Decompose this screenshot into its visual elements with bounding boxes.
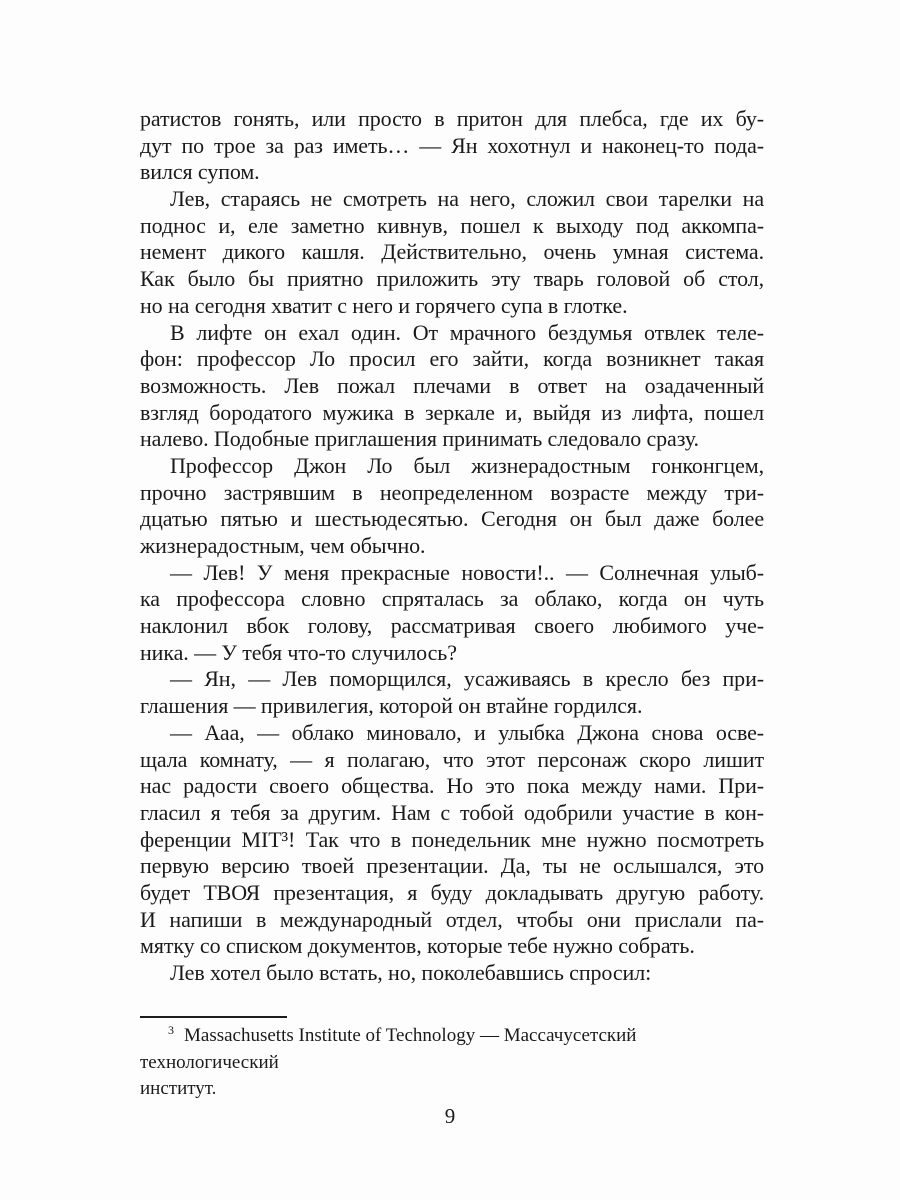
text-line: ратистов гонять, или просто в притон для плебса, где их бу- [140, 106, 764, 131]
paragraph [140, 453, 764, 560]
page-number: 9 [444, 1104, 456, 1128]
text-line: — Ааа, — облако миновало, и улыбка Джона снова осве- [170, 719, 764, 745]
text-line: В лифте он ехал один. От мрачного бездумья отвлек теле- [170, 319, 764, 345]
text-line: возможность. Лев пожал плечами в ответ на озадаченный [140, 372, 764, 398]
paragraph [140, 560, 764, 667]
paragraph [140, 106, 764, 186]
text-line: жизнерадостным, чем обычно. [140, 533, 426, 558]
text-line: — Лев! У меня прекрасные новости!.. — Солнечная улыб- [170, 559, 764, 585]
text-line: дут по трое за раз иметь… — Ян хохотнул и наконец-то пода- [140, 132, 764, 158]
text-line: первую версию твоей презентации. Да, ты не ослышался, это [140, 853, 764, 879]
text-line: будет ТВОЯ презентация, я буду докладывать другую работу. [140, 879, 764, 905]
paragraph [140, 320, 764, 453]
text-line: наклонил вбок голову, рассматривая своего любимого уче- [140, 613, 764, 639]
text-line: — Ян, — Лев поморщился, усаживаясь в кресло без при- [170, 666, 764, 692]
body-text [140, 106, 764, 987]
paragraph [140, 720, 764, 960]
footnote-line: $^3$ Massachusetts Institute of Technology — Массачусетский технологический [140, 1022, 637, 1073]
text-line: налево. Подобные приглашения принимать следовало сразу. [140, 426, 699, 452]
text-line: взгляд бородатого мужика в зеркале и, выйдя из лифта, пошел [140, 399, 764, 425]
text-line: ника. — У тебя что-то случилось? [140, 639, 457, 665]
text-line: ка профессора словно спряталась за облако, когда он чуть [140, 586, 764, 612]
footnote-marker: 3 [168, 1022, 174, 1037]
text-line: щала комнату, — я полагаю, что этот персонаж скоро лишит [140, 746, 764, 772]
paragraph [140, 186, 764, 319]
footnote-line: институт. [140, 1078, 217, 1099]
text-line: вился супом. [140, 159, 260, 185]
footnote-separator [140, 1016, 287, 1018]
text-line: поднос и, еле заметно кивнув, пошел к выходу под аккомпа- [140, 212, 764, 238]
text-line: но на сегодня хватит с него и горячего супа в глотке. [140, 292, 628, 318]
text-line: нас радости своего общества. Но это пока между нами. При- [140, 773, 764, 799]
text-line: гласил я тебя за другим. Нам с тобой одобрили участие в кон- [140, 799, 764, 825]
text-line: фон: профессор Ло просил его зайти, когда возникнет такая [140, 346, 764, 372]
text-line: И напиши в международный отдел, чтобы они прислали па- [140, 906, 764, 932]
text-line: прочно застрявшим в неопределенном возрасте между три- [140, 479, 764, 505]
text-line: Как было бы приятно приложить эту тварь головой об стол, [140, 266, 764, 292]
text-line: ференции MIT³! Так что в понедельник мне нужно посмотреть [140, 826, 764, 852]
text-line: мятку со списком документов, которые тебе нужно собрать. [140, 933, 695, 959]
paragraph [140, 666, 764, 719]
text-line: глашения — привилегия, которой он втайне гордился. [140, 693, 643, 719]
text-line: немент дикого кашля. Действительно, очень умная система. [140, 239, 764, 265]
footnote [140, 1023, 764, 1103]
text-line: дцатью пятью и шестьюдесятью. Сегодня он был даже более [140, 506, 764, 532]
text-line: Лев хотел было встать, но, поколебавшись спросил: [170, 960, 652, 985]
paragraph [140, 960, 764, 987]
text-line: Профессор Джон Ло был жизнерадостным гонконгцем, [170, 452, 764, 478]
text-line: Лев, стараясь не смотреть на него, сложил свои тарелки на [170, 186, 764, 212]
